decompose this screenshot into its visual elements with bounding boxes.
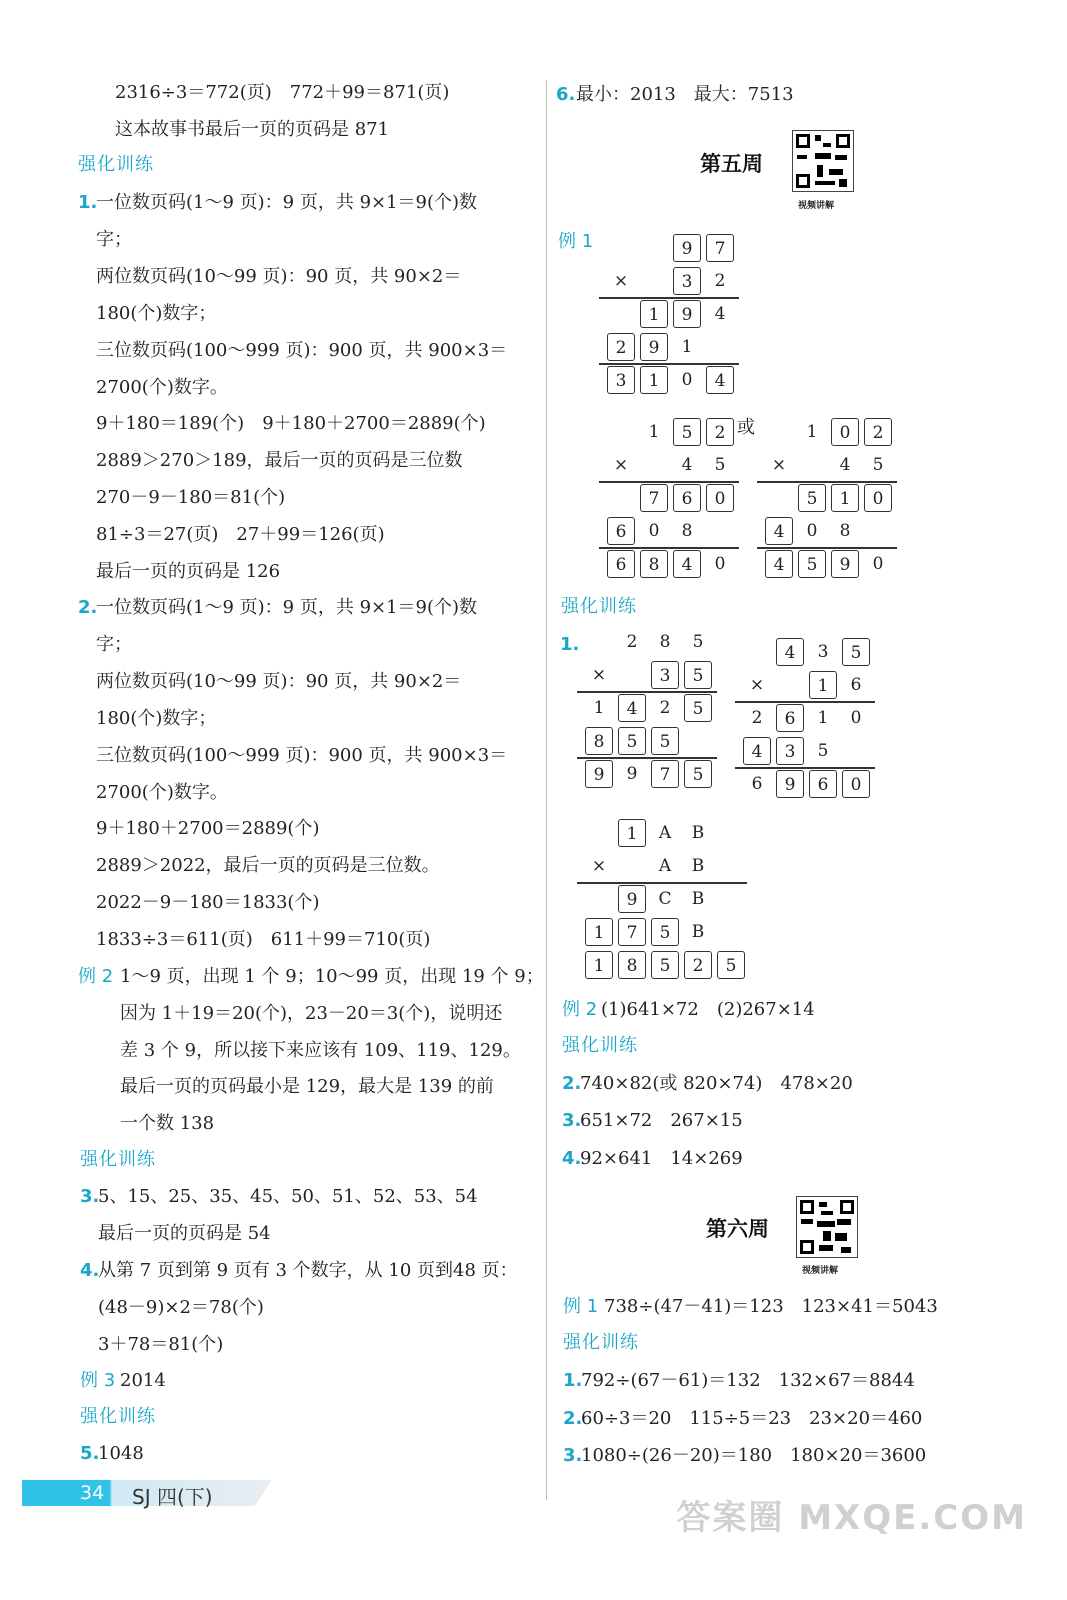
- text-line: 一位数页码(1～9 页)：9 页，共 9×1＝9(个)数: [96, 597, 478, 618]
- digit-cell: 0: [831, 418, 859, 446]
- question-number: 6.: [556, 84, 576, 105]
- answer-text: 1048: [98, 1443, 144, 1464]
- answer-text: 92×641 14×269: [580, 1148, 743, 1169]
- digit-cell: [776, 671, 804, 699]
- question-number: 4.: [562, 1148, 582, 1169]
- answer-text: 740×82(或 820×74) 478×20: [580, 1073, 853, 1094]
- digit-cell: 0: [714, 554, 726, 574]
- example-label: 例 2: [562, 999, 598, 1020]
- text-line: 最后一页的页码是 54: [98, 1223, 271, 1244]
- text-line: 180(个)数字；: [96, 302, 217, 324]
- digit-cell: 4: [706, 366, 734, 394]
- digit-cell: 5: [684, 694, 712, 722]
- digit-cell: 6: [776, 704, 804, 732]
- calculation-rule: [599, 363, 739, 365]
- section-heading: 强化训练: [78, 154, 154, 175]
- section-heading: 强化训练: [80, 1149, 156, 1170]
- digit-cell: 1: [831, 484, 859, 512]
- digit-cell: A: [658, 856, 672, 876]
- calculation-rule: [735, 701, 875, 703]
- digit-cell: 8: [618, 951, 646, 979]
- digit-cell: 7: [706, 234, 734, 262]
- digit-cell: 0: [706, 484, 734, 512]
- column-divider: [546, 80, 547, 1500]
- digit-cell: 4: [765, 550, 793, 578]
- digit-cell: 5: [618, 727, 646, 755]
- digit-cell: 9: [673, 300, 701, 328]
- text-line: 两位数页码(10～99 页)：90 页，共 90×2＝: [96, 265, 462, 287]
- digit-cell: ×: [771, 455, 787, 475]
- digit-cell: 3: [607, 366, 635, 394]
- digit-cell: 1: [648, 422, 660, 442]
- digit-cell: A: [658, 823, 672, 843]
- digit-cell: [640, 267, 668, 295]
- example-label: 例 1: [558, 231, 594, 252]
- digit-cell: 5: [872, 455, 884, 475]
- text-line: 三位数页码(100～999 页)：900 页，共 900×3＝: [96, 339, 508, 361]
- digit-cell: 7: [618, 918, 646, 946]
- digit-cell: 2: [751, 708, 763, 728]
- text-line: 270－9－180＝81(个): [96, 487, 286, 509]
- digit-cell: 2: [864, 418, 892, 446]
- example-label: 例 2: [78, 966, 114, 987]
- text-line: 1～9 页，出现 1 个 9；10～99 页，出现 19 个 9；: [120, 966, 544, 987]
- digit-cell: 4: [714, 304, 726, 324]
- digit-cell: ×: [591, 856, 607, 876]
- digit-cell: [618, 852, 646, 880]
- digit-cell: 5: [684, 661, 712, 689]
- digit-cell: ×: [613, 271, 629, 291]
- digit-cell: 0: [648, 521, 660, 541]
- digit-cell: C: [658, 889, 672, 909]
- digit-cell: [607, 234, 635, 262]
- digit-cell: 6: [751, 774, 763, 794]
- digit-cell: 8: [659, 632, 671, 652]
- digit-cell: 4: [776, 638, 804, 666]
- digit-cell: B: [691, 922, 705, 942]
- question-number: 5.: [80, 1443, 100, 1464]
- text-line: 字；: [96, 633, 132, 655]
- digit-cell: [585, 628, 613, 656]
- digit-cell: 0: [864, 484, 892, 512]
- text-line: 3＋78＝81(个): [98, 1334, 224, 1355]
- example-label: 例 3: [80, 1370, 116, 1391]
- digit-cell: 9: [640, 333, 668, 361]
- calculation-rule: [735, 767, 875, 769]
- watermark-text: 答案圈 MXQE.COM: [676, 1498, 1027, 1538]
- digit-cell: B: [691, 889, 705, 909]
- digit-cell: B: [691, 823, 705, 843]
- digit-cell: 1: [681, 337, 693, 357]
- digit-cell: 4: [743, 737, 771, 765]
- digit-cell: 5: [651, 951, 679, 979]
- digit-cell: 3: [817, 642, 829, 662]
- calculation-rule: [599, 481, 739, 483]
- digit-cell: [585, 819, 613, 847]
- digit-cell: 9: [618, 885, 646, 913]
- answer-text: 792÷(67－61)＝132 132×67＝8844: [581, 1370, 915, 1391]
- digit-cell: 4: [839, 455, 851, 475]
- text-line: 9＋180＝189(个) 9＋180＋2700＝2889(个): [96, 413, 486, 435]
- digit-cell: 5: [842, 638, 870, 666]
- text-line: 三位数页码(100～999 页)：900 页，共 900×3＝: [96, 744, 508, 766]
- digit-cell: 5: [714, 455, 726, 475]
- question-number: 1.: [78, 192, 98, 213]
- digit-cell: 5: [717, 951, 745, 979]
- digit-cell: 5: [651, 918, 679, 946]
- calculation-rule: [577, 882, 747, 884]
- digit-cell: 1: [806, 422, 818, 442]
- digit-cell: 2: [659, 698, 671, 718]
- question-number: 4.: [80, 1260, 100, 1281]
- digit-cell: 1: [809, 671, 837, 699]
- digit-cell: 4: [681, 455, 693, 475]
- digit-cell: B: [691, 856, 705, 876]
- digit-cell: [706, 333, 734, 361]
- digit-cell: [607, 418, 635, 446]
- digit-cell: 6: [607, 517, 635, 545]
- digit-cell: 9: [831, 550, 859, 578]
- text-line: 2700(个)数字。: [96, 376, 228, 398]
- digit-cell: 7: [640, 484, 668, 512]
- digit-cell: ×: [591, 665, 607, 685]
- section-heading: 强化训练: [80, 1406, 156, 1427]
- digit-cell: [765, 418, 793, 446]
- text-line: 2022－9－180＝1833(个): [96, 892, 320, 914]
- question-number: 1.: [560, 634, 580, 655]
- text-line: 最后一页的页码是 126: [96, 561, 281, 582]
- text-line: 一个数 138: [120, 1113, 215, 1135]
- digit-cell: 2: [706, 418, 734, 446]
- digit-cell: [618, 661, 646, 689]
- text-line: 9＋180＋2700＝2889(个): [96, 818, 320, 840]
- digit-cell: 0: [872, 554, 884, 574]
- qr-code-icon[interactable]: [796, 1196, 858, 1258]
- text-line: 最后一页的页码最小是 129，最大是 139 的前: [120, 1076, 494, 1098]
- section-heading: 强化训练: [561, 596, 637, 617]
- digit-cell: ×: [613, 455, 629, 475]
- digit-cell: 1: [585, 951, 613, 979]
- digit-cell: 1: [585, 918, 613, 946]
- digit-cell: 4: [765, 517, 793, 545]
- digit-cell: 9: [585, 760, 613, 788]
- digit-cell: 3: [776, 737, 804, 765]
- digit-cell: 6: [607, 550, 635, 578]
- answer-text: 60÷3＝20 115÷5＝23 23×20＝460: [581, 1408, 923, 1429]
- digit-cell: [706, 517, 734, 545]
- digit-cell: 4: [618, 694, 646, 722]
- answer-text: 1080÷(26－20)＝180 180×20＝3600: [581, 1445, 927, 1466]
- digit-cell: 3: [673, 267, 701, 295]
- digit-cell: [864, 517, 892, 545]
- digit-cell: [842, 737, 870, 765]
- digit-cell: 4: [673, 550, 701, 578]
- text-line: 两位数页码(10～99 页)：90 页，共 90×2＝: [96, 670, 462, 692]
- question-number: 3.: [562, 1110, 582, 1131]
- example-label: 例 1: [563, 1296, 599, 1317]
- digit-cell: ×: [749, 675, 765, 695]
- watermark: [676, 1490, 1027, 1539]
- digit-cell: 5: [817, 741, 829, 761]
- text-line: 一位数页码(1～9 页)：9 页，共 9×1＝9(个)数: [96, 192, 478, 213]
- text-line: 从第 7 页到第 9 页有 3 个数字，从 10 页到48 页：: [98, 1260, 518, 1281]
- example-answer: 2014: [120, 1370, 166, 1391]
- digit-cell: 5: [798, 484, 826, 512]
- digit-cell: 1: [817, 708, 829, 728]
- text-line: 字；: [96, 228, 132, 250]
- question-number: 1.: [563, 1370, 583, 1391]
- text-line: 5、15、25、35、45、50、51、52、53、54: [98, 1186, 478, 1207]
- answer-text: 738÷(47－41)＝123 123×41＝5043: [604, 1296, 938, 1317]
- digit-cell: 9: [626, 764, 638, 784]
- digit-cell: 9: [776, 770, 804, 798]
- week-6-title: 第六周: [706, 1217, 769, 1241]
- digit-cell: 8: [839, 521, 851, 541]
- or-text: 或: [737, 417, 755, 438]
- edition-label: SJ 四(下): [132, 1485, 213, 1509]
- digit-cell: 2: [626, 632, 638, 652]
- question-number: 3.: [80, 1186, 100, 1207]
- week-5-title: 第五周: [700, 152, 763, 176]
- digit-cell: [607, 300, 635, 328]
- text-line: 2889＞2022，最后一页的页码是三位数。: [96, 855, 440, 877]
- calculation-rule: [577, 757, 717, 759]
- question-number: 2.: [78, 597, 98, 618]
- page-footer: [22, 1480, 272, 1510]
- answer-text: 最小：2013 最大：7513: [576, 84, 794, 105]
- digit-cell: 8: [681, 521, 693, 541]
- digit-cell: 8: [640, 550, 668, 578]
- digit-cell: 5: [684, 760, 712, 788]
- answer-text: 651×72 267×15: [580, 1110, 743, 1131]
- digit-cell: 2: [714, 271, 726, 291]
- digit-cell: 6: [673, 484, 701, 512]
- section-heading: 强化训练: [563, 1332, 639, 1353]
- text-line: 81÷3＝27(页) 27＋99＝126(页): [96, 524, 385, 546]
- qr-caption: 视频讲解: [798, 201, 835, 211]
- digit-cell: [607, 484, 635, 512]
- digit-cell: 1: [618, 819, 646, 847]
- text-line: 因为 1＋19＝20(个)，23－20＝3(个)，说明还: [120, 1002, 503, 1024]
- digit-cell: 2: [684, 951, 712, 979]
- calculation-rule: [757, 481, 897, 483]
- digit-cell: 0: [842, 770, 870, 798]
- question-number: 2.: [563, 1408, 583, 1429]
- digit-cell: 5: [673, 418, 701, 446]
- page-number: 34: [80, 1482, 105, 1504]
- text-line: 2316÷3＝772(页) 772＋99＝871(页): [115, 82, 450, 103]
- digit-cell: 6: [850, 675, 862, 695]
- digit-cell: 1: [593, 698, 605, 718]
- digit-cell: 8: [585, 727, 613, 755]
- digit-cell: 5: [692, 632, 704, 652]
- text-line: 这本故事书最后一页的页码是 871: [115, 119, 390, 140]
- answer-text: (1)641×72 (2)267×14: [601, 999, 815, 1020]
- digit-cell: [585, 885, 613, 913]
- text-line: 差 3 个 9，所以接下来应该有 109、119、129。: [120, 1039, 521, 1061]
- text-line: 1833÷3＝611(页) 611＋99＝710(页): [96, 929, 431, 951]
- digit-cell: 0: [681, 370, 693, 390]
- calculation-rule: [757, 547, 897, 549]
- qr-code-icon[interactable]: [792, 130, 854, 192]
- text-line: 2700(个)数字。: [96, 781, 228, 803]
- question-number: 3.: [563, 1445, 583, 1466]
- qr-caption: 视频讲解: [802, 1266, 839, 1276]
- digit-cell: [798, 451, 826, 479]
- digit-cell: 6: [809, 770, 837, 798]
- digit-cell: [743, 638, 771, 666]
- text-line: 180(个)数字；: [96, 707, 217, 729]
- digit-cell: 5: [651, 727, 679, 755]
- digit-cell: 0: [850, 708, 862, 728]
- section-heading: 强化训练: [562, 1035, 638, 1056]
- calculation-rule: [577, 691, 717, 693]
- digit-cell: 2: [607, 333, 635, 361]
- calculation-rule: [599, 547, 739, 549]
- digit-cell: [684, 727, 712, 755]
- digit-cell: 9: [673, 234, 701, 262]
- text-line: 2889＞270＞189，最后一页的页码是三位数: [96, 450, 463, 472]
- calculation-rule: [599, 297, 739, 299]
- digit-cell: 5: [798, 550, 826, 578]
- digit-cell: 1: [640, 300, 668, 328]
- digit-cell: 1: [640, 366, 668, 394]
- digit-cell: 7: [651, 760, 679, 788]
- text-line: (48－9)×2＝78(个): [98, 1297, 264, 1318]
- digit-cell: 3: [651, 661, 679, 689]
- digit-cell: [640, 234, 668, 262]
- question-number: 2.: [562, 1073, 582, 1094]
- digit-cell: [765, 484, 793, 512]
- digit-cell: 0: [806, 521, 818, 541]
- digit-cell: [640, 451, 668, 479]
